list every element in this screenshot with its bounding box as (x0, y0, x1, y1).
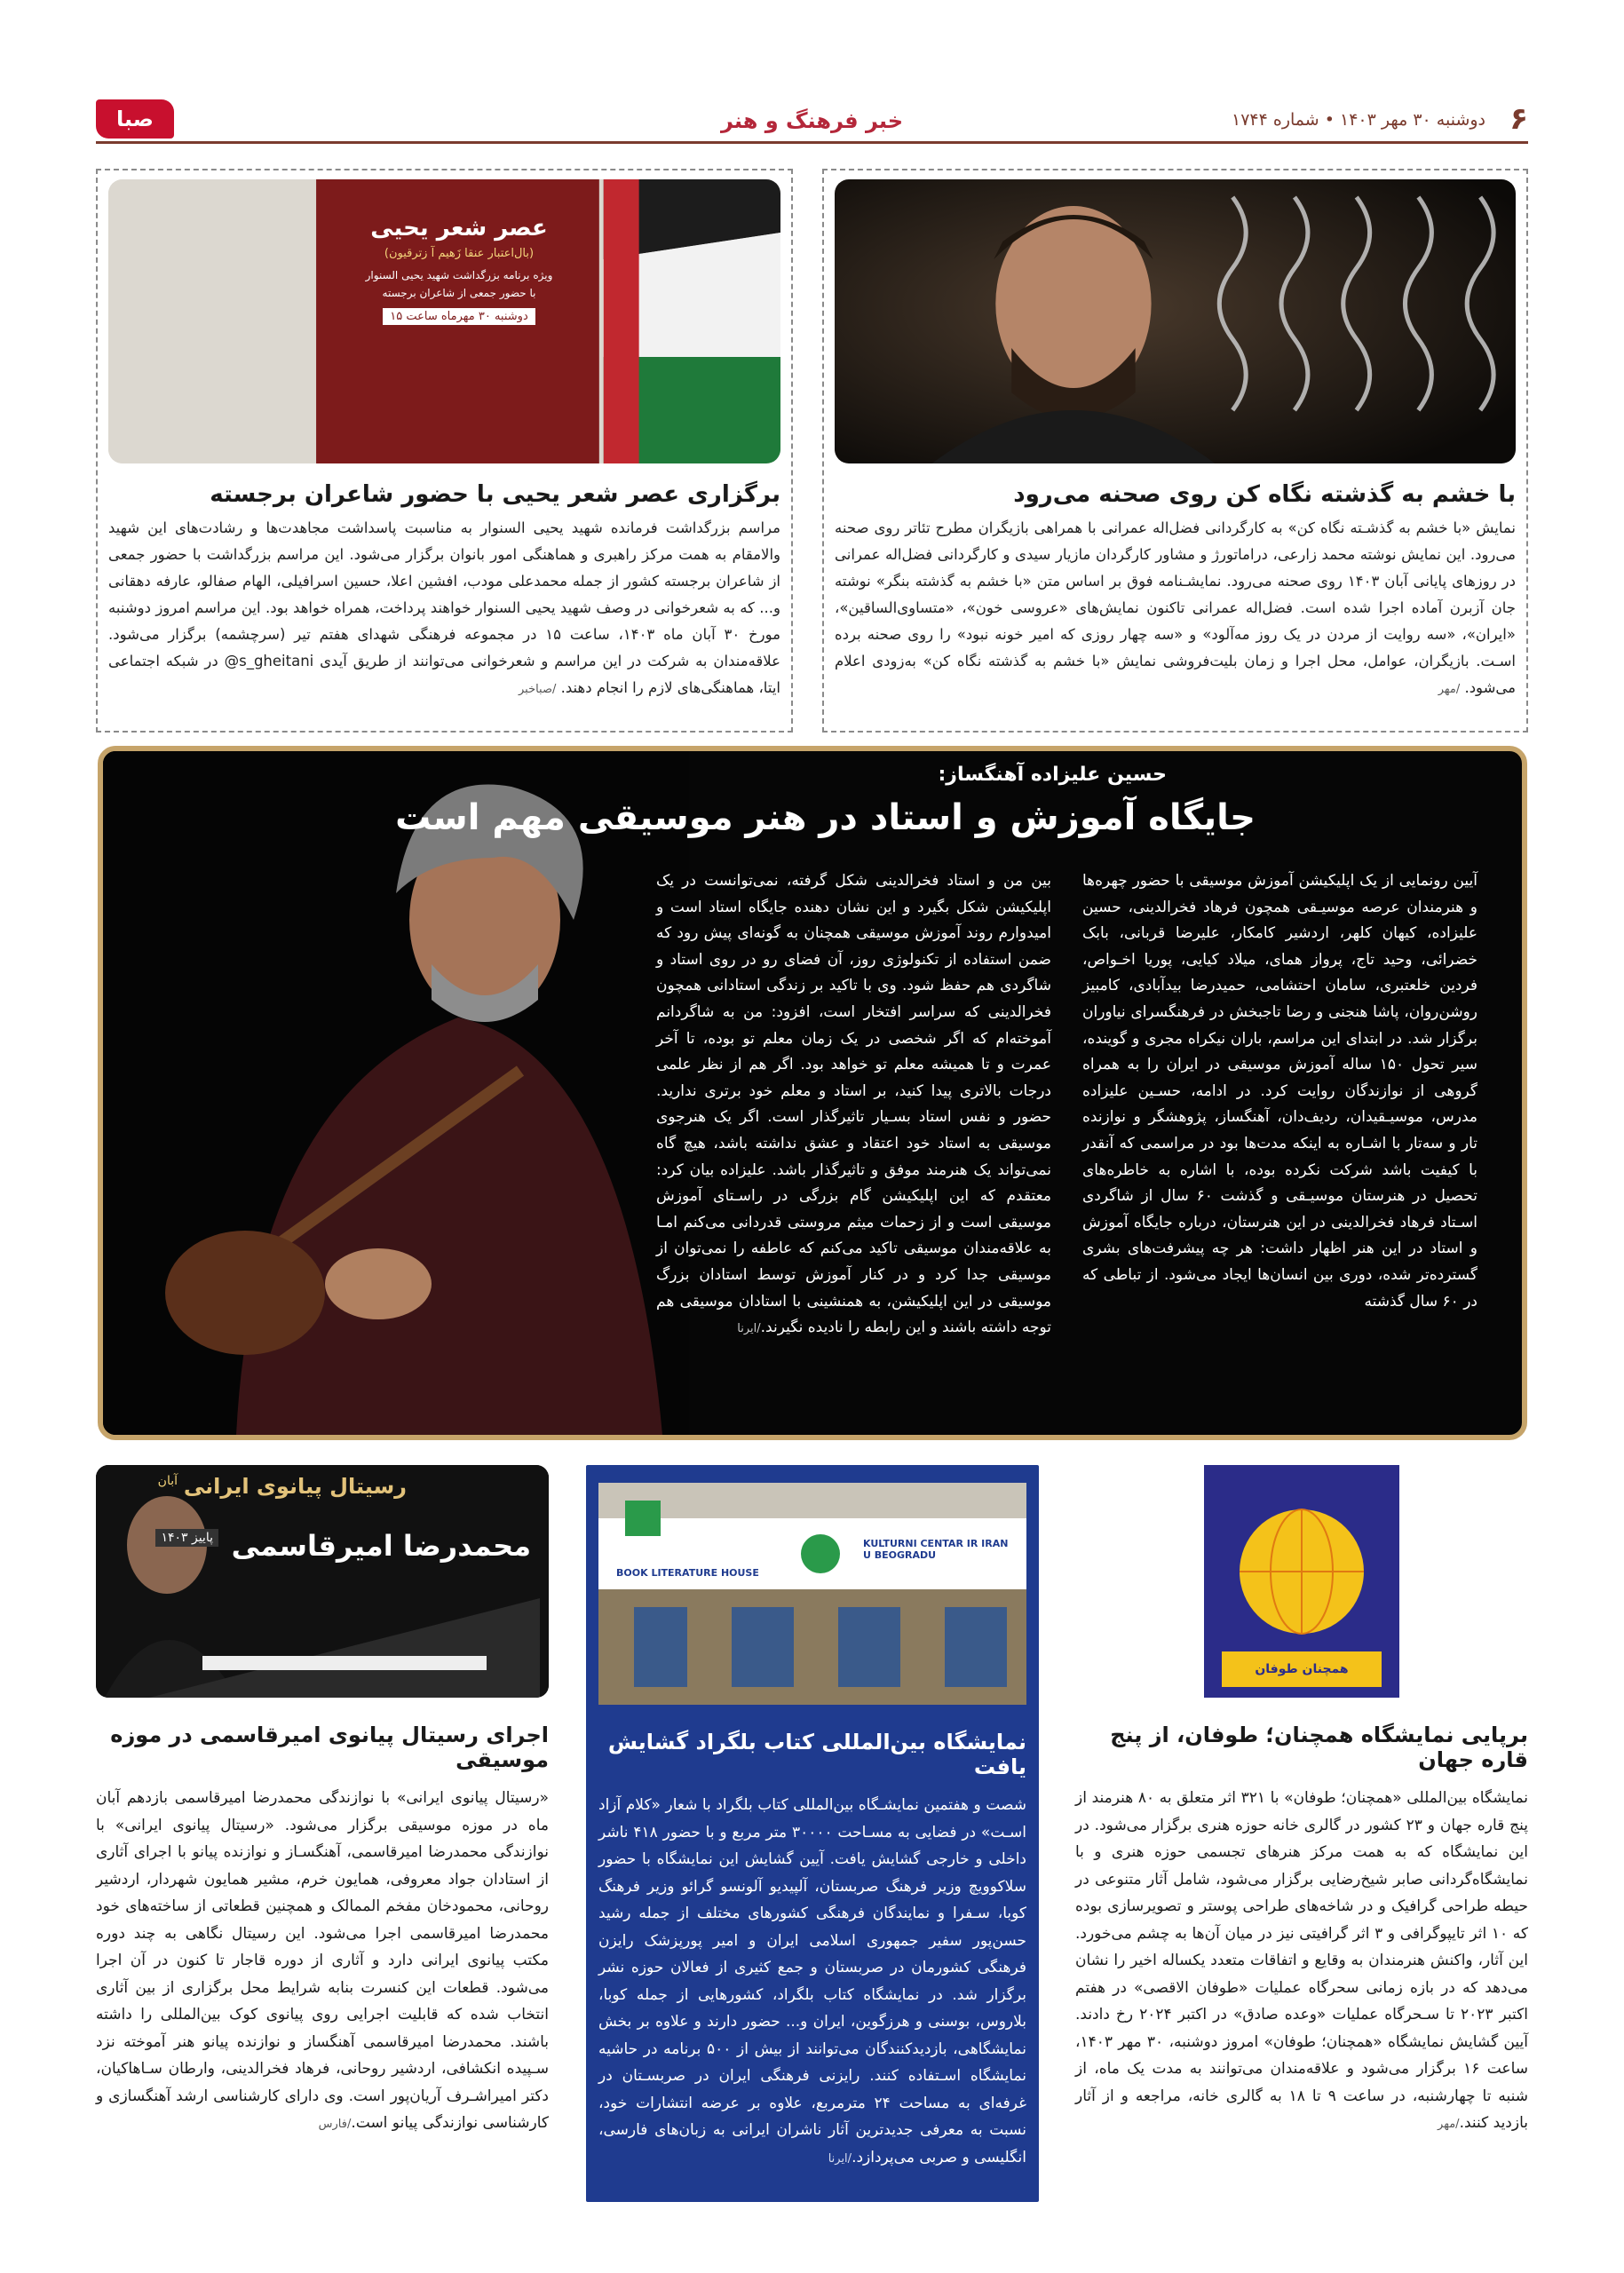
page-header (96, 99, 1528, 144)
recital-poster-line2: محمدرضا امیرقاسمی (231, 1529, 531, 1563)
feature-kicker: حسین علیزاده آهنگساز: (938, 764, 1167, 786)
article-right (822, 169, 1528, 733)
exhibition-text: نمایشگاه بین‌المللی «همچنان؛ طوفان» با ۳۲۱ اثر متعلق به ۸۰ هنرمند از پنج قاره جهان و ۲۳ کشور در گالری خانه حوزه هنری برگزار می‌شود. در این نمایشگاه که به همت مرکز هنرهای تجسمی حوزه هنری و با نمایشگاه‌گردانی صابر شیخ‌رضایی برگزار می‌شود، شامل آثار متنوعی در حیطه طراحی گرافیک و در شاخه‌های طراحی پوستر و تصویرسازی بوده که ۱۰ اثر تایپوگرافی و ۳ اثر گرافیتی نیز در میان آن‌ها به چشم می‌خورد. این آثار، واکنش هنرمندان به وقایع و اتفاقات متعدد یکساله اخیر را نشان می‌دهد که در بازه زمانی سحرگاه عملیات «طوفان الاقصی» در هفتم اکتبر ۲۰۲۳ تا سـحرگاه عملیات «وعده صادق» در اکتبر ۲۰۲۴ رخ دادند. آیین گشایش نمایشگاه «همچنان؛ طوفان» امروز دوشنبه، ۳۰ مهر ۱۴۰۳، ساعت ۱۶ برگزار می‌شود و علاقه‌مندان می‌توانند به مدت یک ماه، از شنبه تا چهارشنبه، در ساعت ۹ تا ۱۸ به گالری خانه، مراجعه و از آثار بازدید کنند. (1075, 1789, 1529, 2132)
section-title: خبر فرهنگ و هنر (720, 108, 904, 133)
poster-line2: با حضور جمعی از شاعران برجسته (382, 287, 536, 299)
article-left (96, 169, 793, 733)
poster-subtitle: (بال‌اعتبار عنقا زَهیم آ زترقیون) (384, 247, 535, 260)
poetry-event-poster (108, 179, 780, 463)
actor-portrait-photo (835, 179, 1516, 463)
feature-column-1: آیین رونمایی از یک اپلیکیشن آموزش موسیقی با حضور چهره‌ها و هنرمندان عرصه موسیـقی همچون فرهاد فخرالدینی، حسین علیزاده، کیهان کلهر، اردشیر کامکار، علیرضا قربانی، بابک خضرائی، وحید تاج، پرواز همای، میلاد کیایی، پوریا اخـواص، فردین خلعتبری، سامان احتشامی، حمیدرضا بیدآبادی، کامبیز روشن‌روان، پاشا هنجنی و رضا تاجبخش در فرهنگسرای نیاوران برگزار شد. در ابتدای این مراسم، باران نیکراه مجری و گوینده، سیر تحول ۱۵۰ ساله آموزش موسیقی در ایران را به همراه گروهی از نوازندگان روایت کرد. در ادامه، حسـین علیزاده مدرس، موسیـقیدان، ردیف‌دان، آهنگساز، پژوهشگر و نوازنده تار و سه‌تار با اشـاره به اینکه مدت‌ها بود در مراسمی که آنقدر با کیفیت باشد شرکت نکرده بوده، با اشاره به خاطره‌های تحصیل در هنرستان موسیـقی و گذشت ۶۰ سال از شاگردی اسـتاد فرهاد فخرالدینی در این هنرستان، درباره جایگاه آموزش و استاد در این هنر اظهار داشت: هر چه پیشرفت‌های بشری گسترده‌تر شده، دوری بین انسان‌ها ایجاد می‌شود. از تباطی که در ۶۰ سال گذشته (1082, 872, 1477, 1311)
article-left-title: برگزاری عصر شعر یحیی با حضور شاعران برجسته (210, 481, 780, 508)
feature-article (98, 746, 1527, 1440)
booth-sign-1: KULTURNI CENTAR IR IRAN U BEOGRADU (863, 1538, 1009, 1561)
page-number: ۶ (1509, 101, 1528, 137)
book-fair-booth-photo (598, 1483, 1026, 1705)
recital-poster-line1: رسیتال پیانوی ایرانی (183, 1474, 407, 1499)
article-right-title: با خشم به گذشته نگاه کن روی صحنه می‌رود (1013, 481, 1516, 508)
piano-recital-title: اجرای رسیتال پیانوی امیرقاسمی در موزه موسیقی (110, 1723, 549, 1772)
article-right-source: /مهر (1438, 683, 1461, 696)
musician-photo (103, 751, 689, 1435)
poster-title: عصر شعر یحیی (370, 215, 548, 242)
book-fair-body (598, 1792, 1026, 2173)
book-fair-title: نمایشگاه بین‌المللی کتاب بلگراد گشایش یافت (607, 1730, 1026, 1779)
article-left-body (108, 515, 780, 703)
article-right-body (835, 515, 1516, 703)
article-exhibition (1075, 1465, 1528, 2202)
book-fair-text: شصت و هفتمین نمایشـگاه بین‌المللی کتاب بلگراد با شعار «کلام آزاد اسـت» در فضایی به مسـاحت ۳۰۰۰۰ متر مربع و با حضور ۴۱۸ ناشر داخلی و خارجی گشایش یافت. آیین گشایش این نمایشگاه با حضور سلاکوویچ وزیر فرهنگ صربستان، آلپیدیو آلونسو گرائو وزیر فرهنگ کوبا، سـفرا و نمایندگان فرهنگی کشورهای مختلف از جمله رشید حسن‌پور سفیر جمهوری اسلامی ایران و امیر پورپزشک رایزن فرهنگی کشورمان در صربستان و جمع کثیری از فعالان حوزه نشر برگزار شد. در نمایشگاه کتاب بلگراد، کشورهایی از جمله کوبا، بلاروس، بوسنی و هرزگوین، ایران و... حضور دارند و علاوه بر بخش نمایشگاهی، بازدیدکنندگان می‌توانند از بیش از ۵۰۰ برنامه در حاشیه نمایشگاه اسـتفاده کنند. رایزنی فرهنگی ایران در صربسـتان در غرفه‌ای به مساحت ۲۴ مترمربع، علاوه بر عرضه انتشارات خود، نسبت به معرفی جدیدترین آثار ناشران ایرانی به زبان‌های فارسی، انگلیسی و صربی می‌پردازد. (598, 1796, 1027, 2166)
recital-poster-line3: پاییز ۱۴۰۳ (155, 1529, 218, 1547)
feature-column-2 (656, 868, 1051, 1342)
exhibition-source: /مهر (1438, 2118, 1460, 2131)
poster-date: دوشنبه ۳۰ مهرماه ساعت ۱۵ (383, 308, 535, 325)
poster-text (317, 215, 601, 325)
piano-recital-source: /فارس (318, 2118, 352, 2131)
article-left-text: مراسم بزرگداشت فرمانده شهید یحیی السنوار به مناسبت پاسداشت مجاهدت‌ها و رشادت‌های این شهید والامقام به همت مرکز راهبری و هماهنگی امور بانوان برگزار می‌شود. این مراسم بزرگداشت با حضور جمعی از شاعران برجسته کشور از جمله محمدعلی مودب، افشین اعلا، حسین اسرافیلی، الهام صفالو، عارفه دهقانی و... که به شعرخوانی در وصف شهید یحیی السنوار خواهند پرداخت، همراه خواهد بود. این مراسم امروز دوشنبه مورخ ۳۰ آبان ماه ۱۴۰۳، ساعت ۱۵ در مجموعه فرهنگی شهدای هفتم تیر (سرچشمه) برگزار می‌شود. علاقه‌مندان به شرکت در این مراسم و شعرخوانی می‌توانند از طریق آیدی s_gheitani@ در شبکه اجتماعی ایتا، هماهنگی‌های لازم را انجام دهند. (108, 519, 781, 696)
book-fair-source: /ایرنا (828, 2151, 852, 2166)
article-left-source: /صباخبر (518, 683, 557, 696)
exhibition-poster (1075, 1465, 1528, 1698)
piano-recital-poster (96, 1465, 549, 1698)
issue-date: دوشنبه ۳۰ مهر ۱۴۰۳ • شماره ۱۷۴۴ (1232, 110, 1485, 130)
newspaper-logo: صبا (96, 99, 174, 139)
article-right-text: نمایش «با خشم به گذشـته نگاه کن» به کارگردانی فضل‌اله عمرانی با همراهی بازیگران مطرح تئاتر روی صحنه می‌رود. این نمایش نوشته محمد زارعی، دراماتورژ و مشاور کارگردان مازیار سیدی و کارگردانی فضل‌اله عمرانی در روزهای پایانی آبان ۱۴۰۳ روی صحنه می‌رود. نمایشـنامه فوق بر اساس متن «با خشم به گذشته بنگر» نوشته جان آزبرن آماده اجرا شده است. فضل‌اله عمرانی تاکنون نمایش‌های «عروسی خون»، «متساوی‌الساقین»، «ایران»، «سه روایت از مردن در یک روز مه‌آلود» و «سه چهار روزی که امیر خونه نبود» را روی صحنه برده اسـت. بازیگران، عوامل، محل اجرا و زمان بلیت‌فروشی نمایش «با خشم به گذشته نگاه کن» به‌زودی اعلام می‌شود. (835, 519, 1516, 696)
exhibition-poster-text: همچنان طوفان (1255, 1662, 1349, 1676)
recital-poster-line4: آبان (157, 1474, 178, 1488)
feature-column-2-text: بین من و استاد فخرالدینی شکل گرفته، نمی‌توانست در یک اپلیکیشن شکل بگیرد و این نشان دهنده جایگاه استاد است و امیدوارم روند آموزش موسیقی همچنان به گونه‌ای پیش رود که ضمن استفاده از تکنولوژی روز، آن فضای رو در روی استاد و شاگردی هم حفظ شود. وی با تاکید بر زندگی استادانی همچون فخرالدینی که سراسر افتخار است، افزود: من به شاگردانم آموخته‌ام که اگر شخصی در یک زمان معلم تو بوده، تا آخر عمرت و تا همیشه معلم تو خواهد بود. اگر هم از نظر علمی درجات بالاتری پیدا کنید، بر استاد و معلم خود برتری ندارید. حضور و نفس استاد بسـیار تاثیرگذار است. اگر یک هنرجوی موسیقی به استاد خود اعتقاد و عشق نداشته باشد، هیچ گاه نمی‌تواند یک هنرمند موفق و تاثیرگذار باشد. علیزاده بیان کرد: معتقدم که این اپلیکیشن گام بزرگی در راسـتای آموزش موسیقی است و از زحمات میثم مروستی قدردانی می‌کنم امـا به علاقه‌مندان موسیقی تاکید می‌کنم که عاطفه را نمی‌توان از موسیقی جدا کرد و در کنار آموزش توسط استادان بزرگ موسیقی در این اپلیکیشن، به همنشینی با استادان موسیقی هم توجه داشته باشند و این رابطه را نادیده نگیرند. (656, 872, 1051, 1337)
booth-sign-2: BOOK LITERATURE HOUSE (616, 1567, 759, 1579)
exhibition-body (1075, 1785, 1528, 2139)
poster-line1: ویژه برنامه بزرگداشت شهید یحیی السنوار (365, 269, 553, 281)
article-piano-recital (96, 1465, 549, 2202)
exhibition-title: برپایی نمایشگاه همچنان؛ طوفان، از پنج قاره جهان (1110, 1723, 1528, 1772)
feature-source: /ایرنا (737, 1322, 761, 1336)
piano-recital-text: «رسیتال پیانوی ایرانی» با نوازندگی محمدرضا امیرقاسمی بازدهم آبان ماه در موزه موسیقی برگزار می‌شود. «رسیتال پیانوی ایرانی» با نوازندگی محمدرضا امیرقاسمی، آهنگسـاز و نوازنده پیانو با اجرای آثاری از استادان جواد معروفی، همایون خرم، مشیر همایون شهردار، اردشیر روحانی، محمودخان مفخم الممالک و همچنین قطعاتی از ساخته‌های خود محمدرضا امیرقاسمی اجرا می‌شود. این رسیتال نگاهی به چند دوره مکتب پیانوی ایرانی دارد و آثاری از دوره قاجار تا کنون در آن اجرا می‌شود. قطعات این کنسرت بنابه شرایط محل برگزاری از بین آثاری انتخاب شده که قابلیت اجرایی روی پیانوی کوک بین‌المللی را داشته باشند. محمدرضا امیرقاسمی آهنگساز و نوازنده پیانو هنر آموخته نزد سـپیده انکشافی، اردشیر روحانی، فرهاد فخرالدینی، وارطان سـاهاکیان، دکتر امیراشـرف آریان‌پور است. وی دارای کارشناسی ارشد آهنگسازی و کارشناسی نوازندگی پیانو است. (96, 1789, 549, 2132)
feature-title: جایگاه آموزش و استاد در هنر موسیقی مهم است (395, 797, 1256, 838)
piano-recital-body (96, 1785, 549, 2139)
article-book-fair (586, 1465, 1039, 2202)
